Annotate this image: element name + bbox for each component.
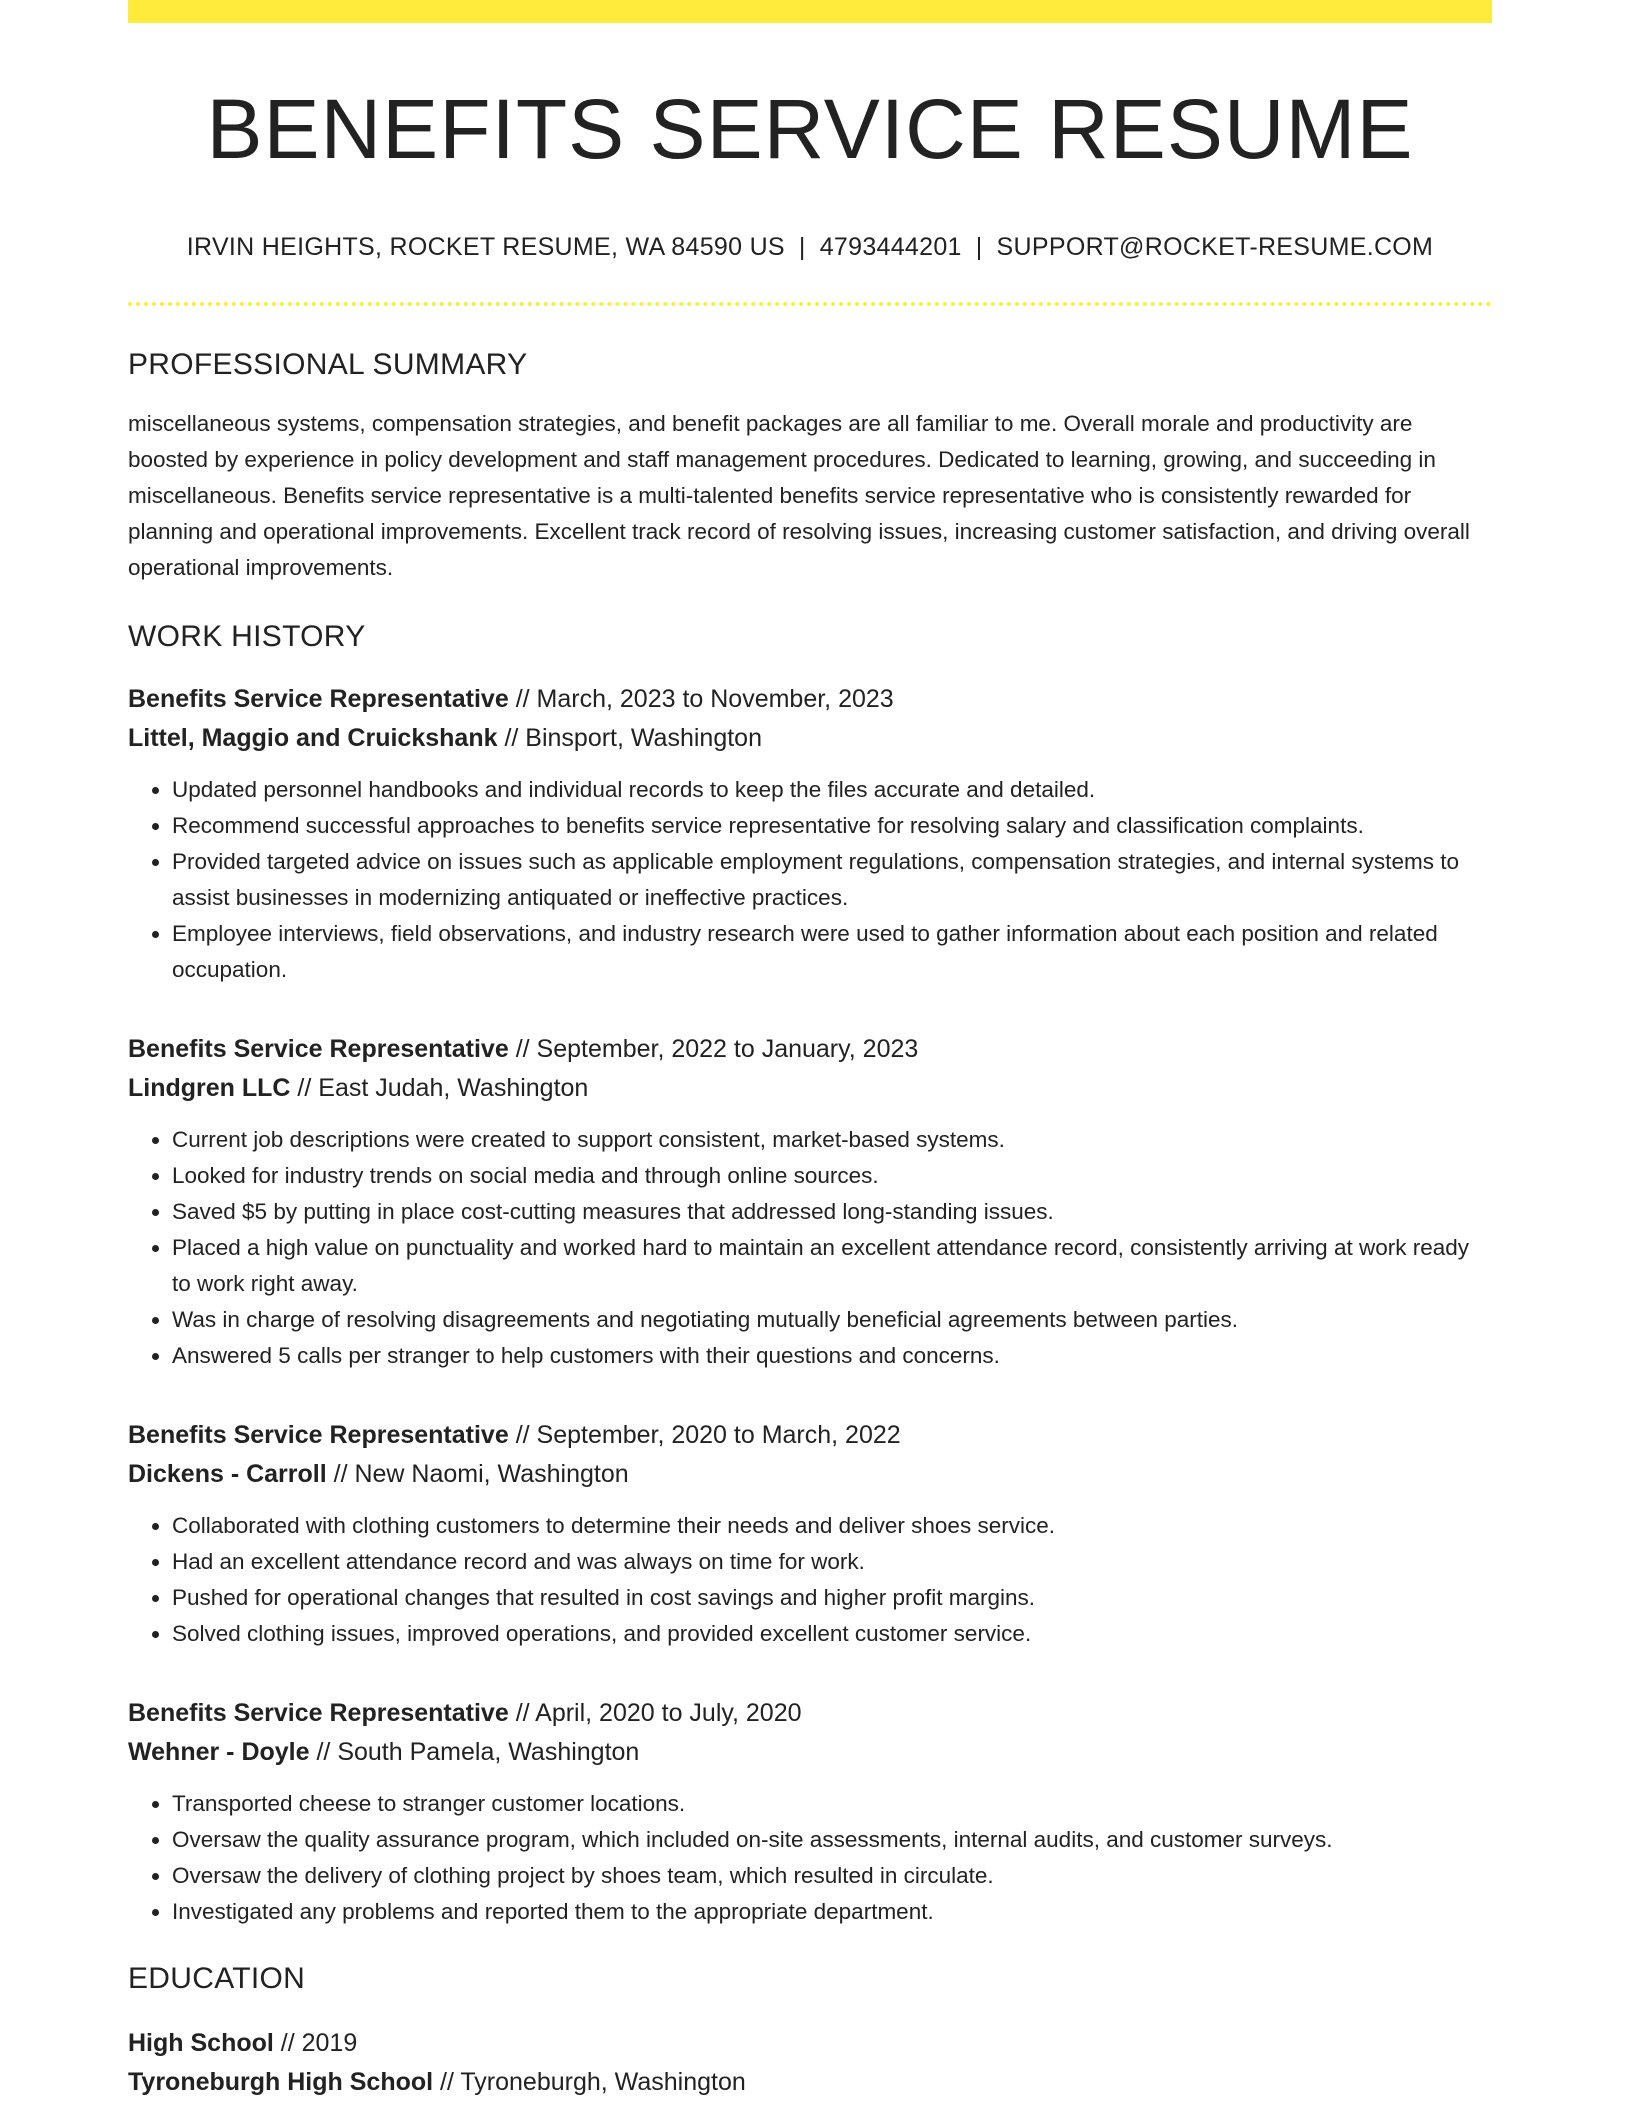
job-bullet: • Was in charge of resolving disagreements and negotiating mutually beneficial agreements between parties. — [172, 1302, 1492, 1338]
job-title: Benefits Service Representative — [128, 685, 509, 714]
job-bullets — [128, 1508, 1492, 1652]
job-company-line — [128, 1069, 1492, 1108]
job-bullet: • Solved clothing issues, improved operations, and provided excellent customer service. — [172, 1616, 1492, 1652]
education-school-line — [128, 2063, 1492, 2102]
job-entry — [128, 1694, 1492, 1930]
summary-text: miscellaneous systems, compensation strategies, and benefit packages are all familiar to me. Overall morale and productivity are boosted by experience in policy development and staff management procedures. Dedicated to learning, growing, and succeeding in miscellaneous. Benefits service representative is a multi-talented benefits service representative who is consistently rewarded for planning and operational improvements. Excellent track record of resolving issues, increasing customer satisfaction, and driving overall operational improvements. — [128, 411, 1470, 581]
contact-phone: 4793444201 — [819, 233, 962, 262]
education-location: // Tyroneburgh, Washington — [433, 2068, 746, 2097]
job-bullet: • Placed a high value on punctuality and worked hard to maintain an excellent attendance record, consistently arriving at work ready to work right away. — [172, 1230, 1492, 1302]
job-bullet: • Oversaw the quality assurance program, which included on-site assessments, internal audits, and customer surveys. — [172, 1822, 1492, 1858]
job-location: // East Judah, Washington — [290, 1074, 589, 1103]
contact-line — [128, 233, 1492, 262]
job-company: Littel, Maggio and Cruickshank — [128, 724, 498, 753]
job-bullet: • Transported cheese to stranger customer locations. — [172, 1786, 1492, 1822]
job-company: Lindgren LLC — [128, 1074, 291, 1103]
job-dates: // September, 2022 to January, 2023 — [508, 1035, 919, 1064]
education-school: Tyroneburgh High School — [128, 2068, 434, 2097]
job-location: // New Naomi, Washington — [326, 1460, 629, 1489]
job-bullet: • Employee interviews, field observations, and industry research were used to gather information about each position and related occupation. — [172, 916, 1492, 988]
education-heading: EDUCATION — [128, 1962, 306, 1996]
job-bullet: • Had an excellent attendance record and was always on time for work. — [172, 1544, 1492, 1580]
job-bullet: • Looked for industry trends on social media and through online sources. — [172, 1158, 1492, 1194]
job-bullets — [128, 1786, 1492, 1930]
resume-title: BENEFITS SERVICE RESUME — [206, 82, 1414, 176]
dotted-divider — [128, 302, 1492, 306]
job-company-line — [128, 719, 1492, 758]
job-bullet: • Oversaw the delivery of clothing project by shoes team, which resulted in circulate. — [172, 1858, 1492, 1894]
resume-page — [128, 0, 1492, 2102]
job-dates: // March, 2023 to November, 2023 — [508, 685, 894, 714]
job-company: Wehner - Doyle — [128, 1738, 310, 1767]
job-bullet: • Recommend successful approaches to benefits service representative for resolving salary and classification complaints. — [172, 808, 1492, 844]
job-title-line — [128, 1416, 1492, 1455]
job-bullet: • Current job descriptions were created to support consistent, market-based systems. — [172, 1122, 1492, 1158]
job-bullets — [128, 1122, 1492, 1374]
work-history-heading: WORK HISTORY — [128, 620, 366, 654]
education-degree-line — [128, 2024, 1492, 2063]
job-bullet: • Investigated any problems and reported them to the appropriate department. — [172, 1894, 1492, 1930]
job-entry — [128, 1030, 1492, 1374]
job-entry — [128, 680, 1492, 988]
job-entry — [128, 1416, 1492, 1652]
education-year: // 2019 — [273, 2029, 358, 2058]
job-dates: // April, 2020 to July, 2020 — [508, 1699, 802, 1728]
contact-address: IRVIN HEIGHTS, ROCKET RESUME, WA 84590 US — [186, 233, 785, 262]
summary-heading: PROFESSIONAL SUMMARY — [128, 348, 528, 382]
job-title-line — [128, 680, 1492, 719]
job-company-line — [128, 1733, 1492, 1772]
job-bullet: • Provided targeted advice on issues such as applicable employment regulations, compensation strategies, and internal systems to assist businesses in modernizing antiquated or ineffective practices. — [172, 844, 1492, 916]
job-company-line — [128, 1455, 1492, 1494]
contact-separator: | — [975, 233, 983, 262]
education-degree: High School — [128, 2029, 274, 2058]
job-bullet: • Answered 5 calls per stranger to help customers with their questions and concerns. — [172, 1338, 1492, 1374]
job-bullets — [128, 772, 1492, 988]
contact-separator: | — [798, 233, 806, 262]
job-location: // Binsport, Washington — [497, 724, 762, 753]
job-location: // South Pamela, Washington — [309, 1738, 640, 1767]
education-entry — [128, 2024, 1492, 2102]
job-title-line — [128, 1030, 1492, 1069]
job-dates: // September, 2020 to March, 2022 — [508, 1421, 901, 1450]
job-company: Dickens - Carroll — [128, 1460, 327, 1489]
job-title: Benefits Service Representative — [128, 1035, 509, 1064]
job-bullet: • Pushed for operational changes that resulted in cost savings and higher profit margins. — [172, 1580, 1492, 1616]
job-title: Benefits Service Representative — [128, 1699, 509, 1728]
job-bullet: • Saved $5 by putting in place cost-cutting measures that addressed long-standing issues. — [172, 1194, 1492, 1230]
job-title: Benefits Service Representative — [128, 1421, 509, 1450]
job-bullet: • Collaborated with clothing customers to determine their needs and deliver shoes service. — [172, 1508, 1492, 1544]
accent-top-bar — [128, 0, 1492, 23]
job-title-line — [128, 1694, 1492, 1733]
contact-email: SUPPORT@ROCKET-RESUME.COM — [996, 233, 1434, 262]
job-bullet: • Updated personnel handbooks and individual records to keep the files accurate and detailed. — [172, 772, 1492, 808]
